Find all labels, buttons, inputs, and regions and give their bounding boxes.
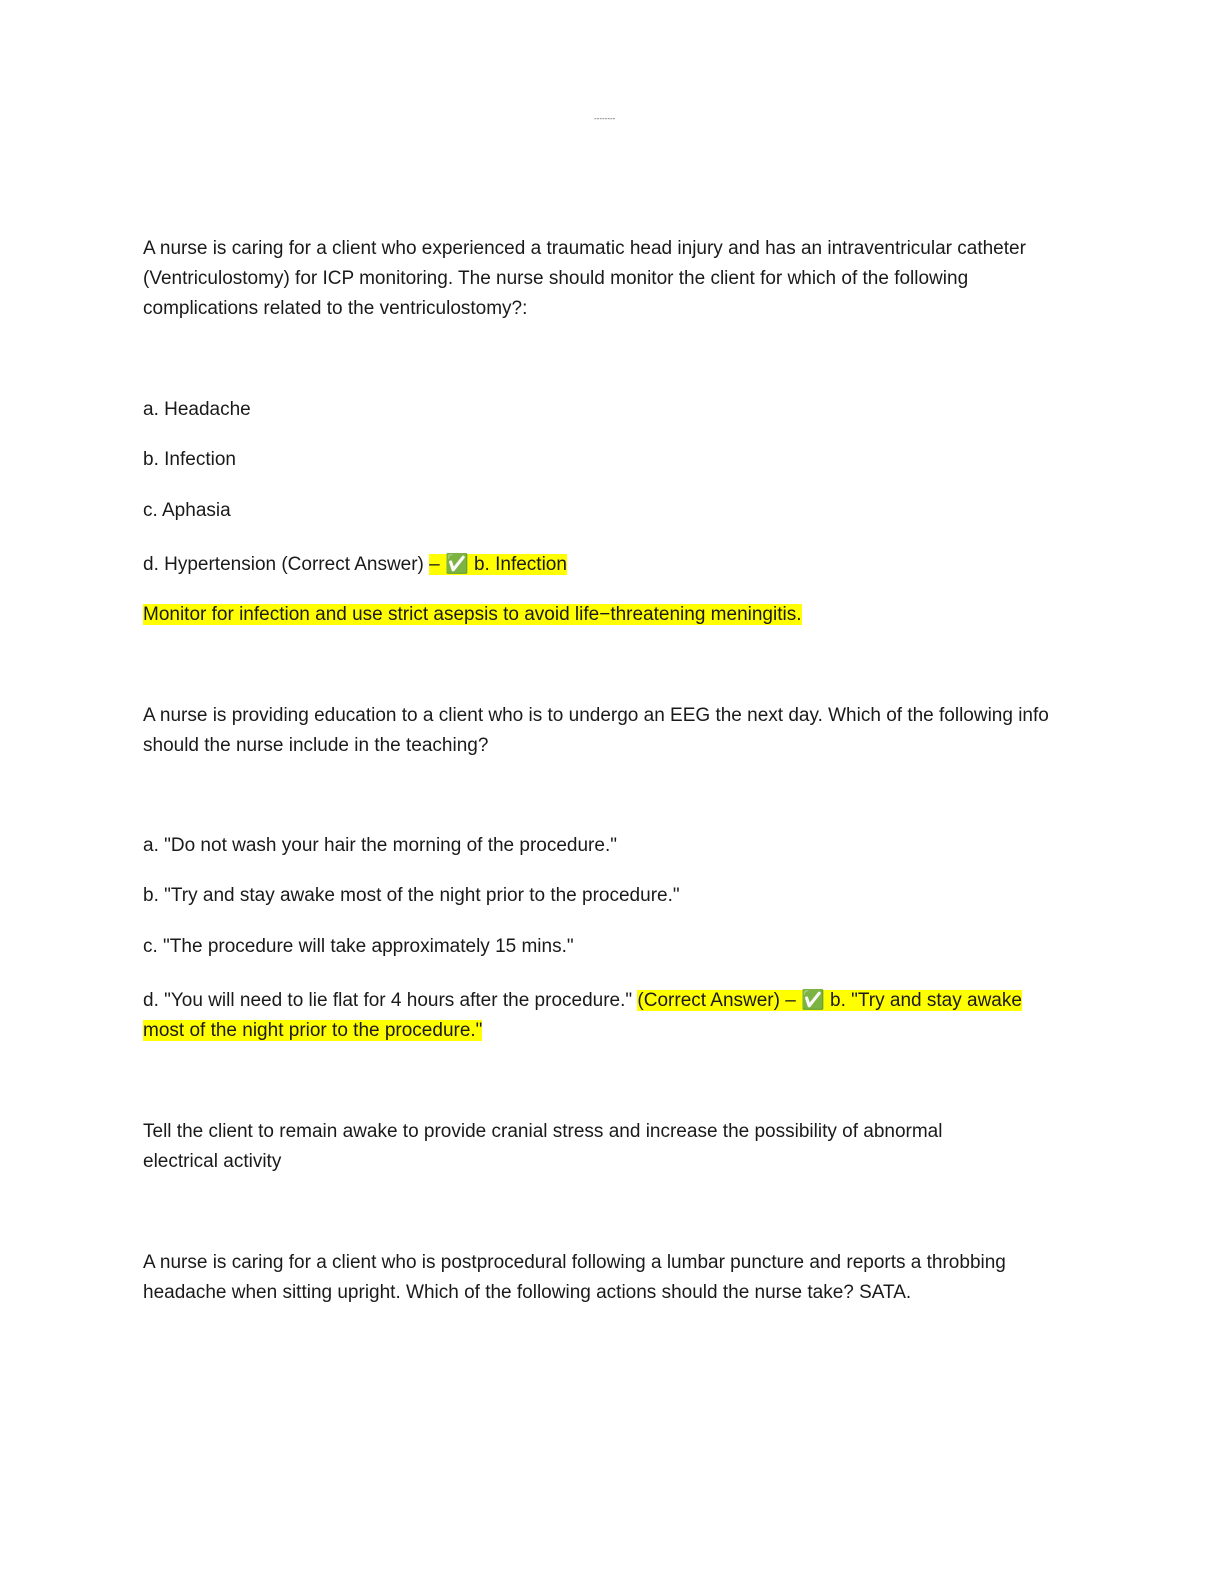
question-1-option-d-line: [143, 549, 1083, 580]
page-header-mark: [594, 0, 605, 2]
question-2-stem: A nurse is providing education to a client who is to undergo an EEG the next day. Which of the following info should the nurse include in the teaching?: [143, 705, 1049, 756]
question-2-option-d: d. "You will need to lie flat for 4 hours after the procedure.": [143, 990, 638, 1011]
question-2-rationale: Tell the client to remain awake to provide cranial stress and increase the possibility of abnormal electrical activity: [143, 1121, 943, 1172]
checkmark-icon: ✅: [801, 989, 825, 1011]
question-1-rationale: Monitor for infection and use strict asepsis to avoid life−threatening meningitis.: [143, 604, 802, 625]
question-3-stem: A nurse is caring for a client who is postprocedural following a lumbar puncture and reports a throbbing headache when sitting upright. Which of the following actions should the nurse take? SATA.: [143, 1252, 1006, 1303]
question-1-option-d: d. Hypertension (Correct Answer): [143, 554, 430, 575]
question-1-option-c: c. Aphasia: [143, 500, 231, 521]
question-1-rationale-line: [143, 600, 1083, 630]
question-1-stem: A nurse is caring for a client who experienced a traumatic head injury and has an intraventricular catheter (Ventriculostomy) for ICP monitoring. The nurse should monitor the client for which of the following complications related to the ventriculostomy?:: [143, 238, 1026, 319]
question-1-answer-highlight: [429, 554, 567, 575]
question-2-answer-prefix: (Correct Answer) –: [637, 990, 802, 1011]
question-2-option-a: a. "Do not wash your hair the morning of the procedure.": [143, 835, 617, 856]
question-2-option-c: c. "The procedure will take approximately 15 mins.": [143, 936, 574, 957]
question-1-answer: b. Infection: [468, 554, 567, 575]
question-1-option-a: a. Headache: [143, 399, 251, 420]
question-2-option-b: b. "Try and stay awake most of the night prior to the procedure.": [143, 885, 680, 906]
page-header-dashes: --------: [594, 114, 616, 123]
question-2-answer: b. "Try and stay awake most of the night prior to the procedure.": [143, 990, 1022, 1041]
checkmark-icon: ✅: [445, 553, 469, 575]
question-1-option-b: b. Infection: [143, 449, 236, 470]
answer-dash: –: [429, 554, 440, 575]
question-2-option-d-line: [143, 985, 1023, 1046]
